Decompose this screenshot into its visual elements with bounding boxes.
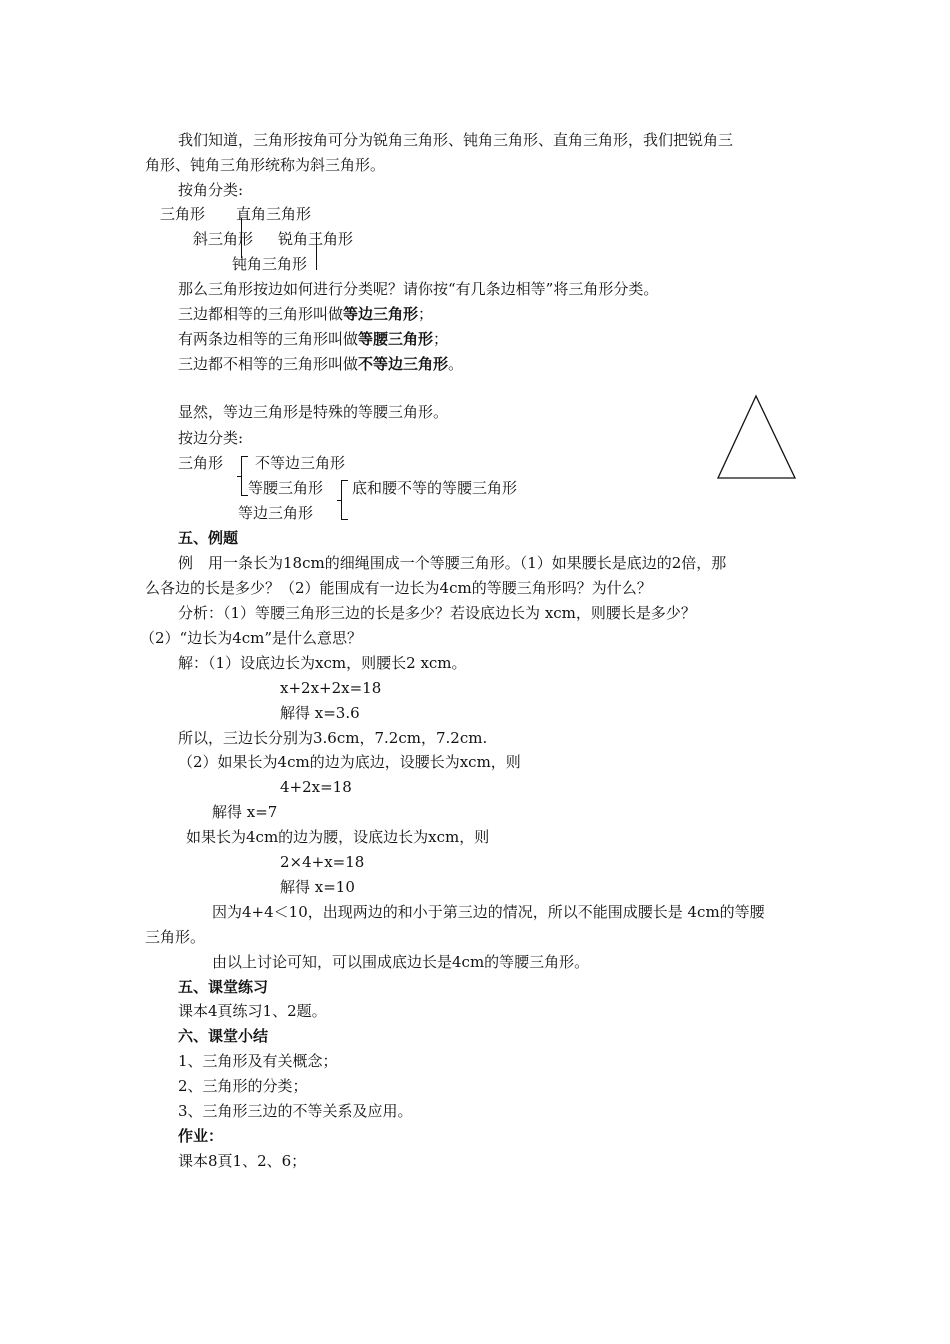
solution-equation-2: 4+2x=18 bbox=[280, 778, 352, 796]
conclusion-3: 由以上讨论可知，可以围成底边长是4cm的等腰三角形。 bbox=[212, 953, 590, 971]
analysis-2: （2）“边长为4cm”是什么意思？ bbox=[140, 629, 363, 647]
solution-result-3: 解得 x=10 bbox=[280, 878, 355, 896]
practice-text: 课本4頁练习1、2题。 bbox=[178, 1002, 327, 1020]
side-class-scalene: 不等边三角形 bbox=[255, 454, 346, 472]
def-isosceles-text: 有两条边相等的三角形叫做 bbox=[178, 330, 359, 348]
def-equilateral-text: 三边都相等的三角形叫做 bbox=[178, 305, 344, 323]
conclusion-2: 三角形。 bbox=[145, 928, 206, 946]
summary-item: 3、三角形三边的不等关系及应用。 bbox=[178, 1102, 413, 1120]
solution-sides: 所以，三边长分别为3.6cm，7.2cm，7.2cm. bbox=[178, 729, 488, 747]
conclusion-1: 因为4+4＜10，出现两边的和小于第三边的情况，所以不能围成腰长是 4cm的等腰 bbox=[212, 903, 765, 921]
side-class-base-neq: 底和腰不等的等腰三角形 bbox=[352, 479, 518, 497]
summary-heading: 六、课堂小结 bbox=[178, 1027, 269, 1045]
practice-heading: 五、课堂练习 bbox=[178, 978, 269, 996]
angle-class-right: 直角三角形 bbox=[236, 205, 312, 223]
angle-class-root: 三角形 bbox=[160, 205, 206, 223]
def-scalene-punct: 。 bbox=[448, 355, 464, 373]
example-question-1: 例 用一条长为18cm的细绳围成一个等腰三角形。（1）如果腰长是底边的2倍，那 bbox=[178, 554, 727, 572]
summary-item: 2、三角形的分类； bbox=[178, 1077, 308, 1095]
homework-heading: 作业： bbox=[178, 1127, 224, 1145]
solution-result-1: 解得 x=3.6 bbox=[280, 704, 360, 722]
side-class-root: 三角形 bbox=[178, 454, 224, 472]
solution-equation-3: 2×4+x=18 bbox=[280, 853, 365, 871]
def-scalene-term: 不等边三角形 bbox=[358, 355, 449, 373]
def-isosceles-punct: ； bbox=[433, 330, 449, 348]
side-class-equilateral: 等边三角形 bbox=[238, 504, 314, 522]
side-class-heading: 按边分类: bbox=[178, 429, 244, 447]
analysis-1: 分析：（1）等腰三角形三边的长是多少？若设底边长为 xcm，则腰长是多少？ bbox=[178, 604, 696, 622]
homework-text: 课本8頁1、2、6； bbox=[178, 1152, 307, 1170]
example-heading: 五、例题 bbox=[178, 529, 239, 547]
isosceles-brace bbox=[341, 480, 348, 520]
example-question-2: 么各边的长是多少？（2）能围成有一边长为4cm的等腰三角形吗？为什么？ bbox=[145, 579, 652, 597]
angle-class-oblique: 斜三角形 bbox=[193, 230, 254, 248]
solution-1: 解：（1）设底边长为xcm，则腰长2 xcm。 bbox=[178, 654, 467, 672]
def-equilateral-punct: ； bbox=[418, 305, 434, 323]
equilateral-triangle-figure bbox=[712, 392, 802, 484]
side-obvious: 显然，等边三角形是特殊的等腰三角形。 bbox=[178, 403, 449, 421]
angle-class-acute: 锐角三角形 bbox=[278, 230, 354, 248]
def-isosceles bbox=[178, 329, 448, 349]
solution-case-leg: 如果长为4cm的边为腰，设底边长为xcm，则 bbox=[186, 828, 490, 846]
summary-item: 1、三角形及有关概念； bbox=[178, 1052, 338, 1070]
def-scalene bbox=[178, 354, 463, 374]
angle-class-heading: 按角分类: bbox=[178, 181, 244, 199]
def-equilateral bbox=[178, 304, 433, 324]
side-brace bbox=[241, 456, 248, 496]
triangle-shape bbox=[718, 396, 795, 478]
angle-class-obtuse: 钝角三角形 bbox=[232, 255, 308, 273]
intro-line-2: 角形、钝角三角形统称为斜三角形。 bbox=[145, 156, 386, 174]
side-class-isosceles: 等腰三角形 bbox=[248, 479, 324, 497]
def-scalene-text: 三边都不相等的三角形叫做 bbox=[178, 355, 359, 373]
oblique-brace-line bbox=[316, 232, 317, 270]
solution-result-2: 解得 x=7 bbox=[212, 803, 278, 821]
side-question: 那么三角形按边如何进行分类呢？请你按“有几条边相等”将三角形分类。 bbox=[178, 280, 659, 298]
def-equilateral-term: 等边三角形 bbox=[343, 305, 419, 323]
solution-equation-1: x+2x+2x=18 bbox=[280, 679, 382, 697]
solution-2: （2）如果长为4cm的边为底边，设腰长为xcm，则 bbox=[178, 753, 521, 771]
def-isosceles-term: 等腰三角形 bbox=[358, 330, 434, 348]
intro-line-1: 我们知道，三角形按角可分为锐角三角形、钝角三角形、直角三角形，我们把锐角三 bbox=[178, 131, 734, 149]
